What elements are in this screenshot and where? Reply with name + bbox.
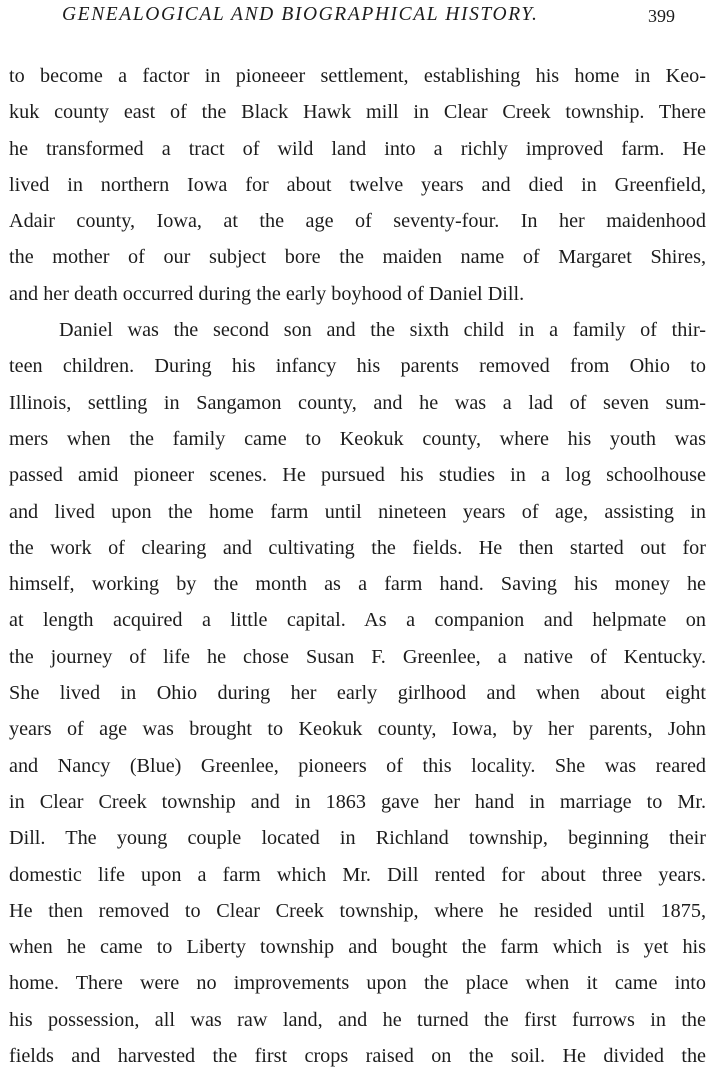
- text-line: Daniel was the second son and the sixth child in a family of thir-: [59, 319, 706, 342]
- text-line: his possession, all was raw land, and he turned the first furrows in the: [9, 1008, 706, 1031]
- running-head: GENEALOGICAL AND BIOGRAPHICAL HISTORY.: [62, 4, 539, 25]
- text-line: the work of clearing and cultivating the fields. He then started out for: [9, 536, 706, 559]
- page-header: [0, 4, 716, 32]
- text-line: the journey of life he chose Susan F. Greenlee, a native of Kentucky.: [9, 645, 706, 668]
- text-line: lived in northern Iowa for about twelve years and died in Greenfield,: [9, 173, 706, 196]
- text-line: when he came to Liberty township and bought the farm which is yet his: [9, 936, 706, 959]
- text-line: mers when the family came to Keokuk county, where his youth was: [9, 427, 706, 450]
- text-line: passed amid pioneer scenes. He pursued his studies in a log schoolhouse: [9, 464, 706, 487]
- text-line: Adair county, Iowa, at the age of seventy-four. In her maidenhood: [9, 210, 706, 233]
- text-line: fields and harvested the first crops raised on the soil. He divided the: [9, 1045, 706, 1068]
- text-line: Illinois, settling in Sangamon county, and he was a lad of seven sum-: [9, 391, 706, 414]
- text-line: at length acquired a little capital. As a companion and helpmate on: [9, 609, 706, 632]
- text-line: in Clear Creek township and in 1863 gave her hand in marriage to Mr.: [9, 790, 706, 813]
- text-line: to become a factor in pioneeer settlement, establishing his home in Keo-: [9, 65, 706, 87]
- text-line: the mother of our subject bore the maiden name of Margaret Shires,: [9, 246, 706, 269]
- text-line: and Nancy (Blue) Greenlee, pioneers of this locality. She was reared: [9, 754, 706, 777]
- text-line: teen children. During his infancy his parents removed from Ohio to: [9, 355, 706, 378]
- text-line: himself, working by the month as a farm hand. Saving his money he: [9, 573, 706, 596]
- text-line: kuk county east of the Black Hawk mill in Clear Creek township. There: [9, 101, 706, 124]
- text-line: he transformed a tract of wild land into a richly improved farm. He: [9, 137, 706, 160]
- text-line: and her death occurred during the early boyhood of Daniel Dill.: [9, 282, 525, 305]
- text-line: home. There were no improvements upon the place when it came into: [9, 972, 706, 995]
- text-line: years of age was brought to Keokuk county, Iowa, by her parents, John: [9, 718, 706, 741]
- text-line: domestic life upon a farm which Mr. Dill rented for about three years.: [9, 863, 706, 886]
- text-line: He then removed to Clear Creek township, where he resided until 1875,: [9, 899, 706, 922]
- text-line: Dill. The young couple located in Richland township, beginning their: [9, 827, 706, 850]
- page-number: 399: [648, 6, 675, 26]
- text-line: She lived in Ohio during her early girlhood and when about eight: [9, 682, 706, 705]
- body-text: [9, 58, 706, 1074]
- text-line: and lived upon the home farm until nineteen years of age, assisting in: [9, 500, 706, 523]
